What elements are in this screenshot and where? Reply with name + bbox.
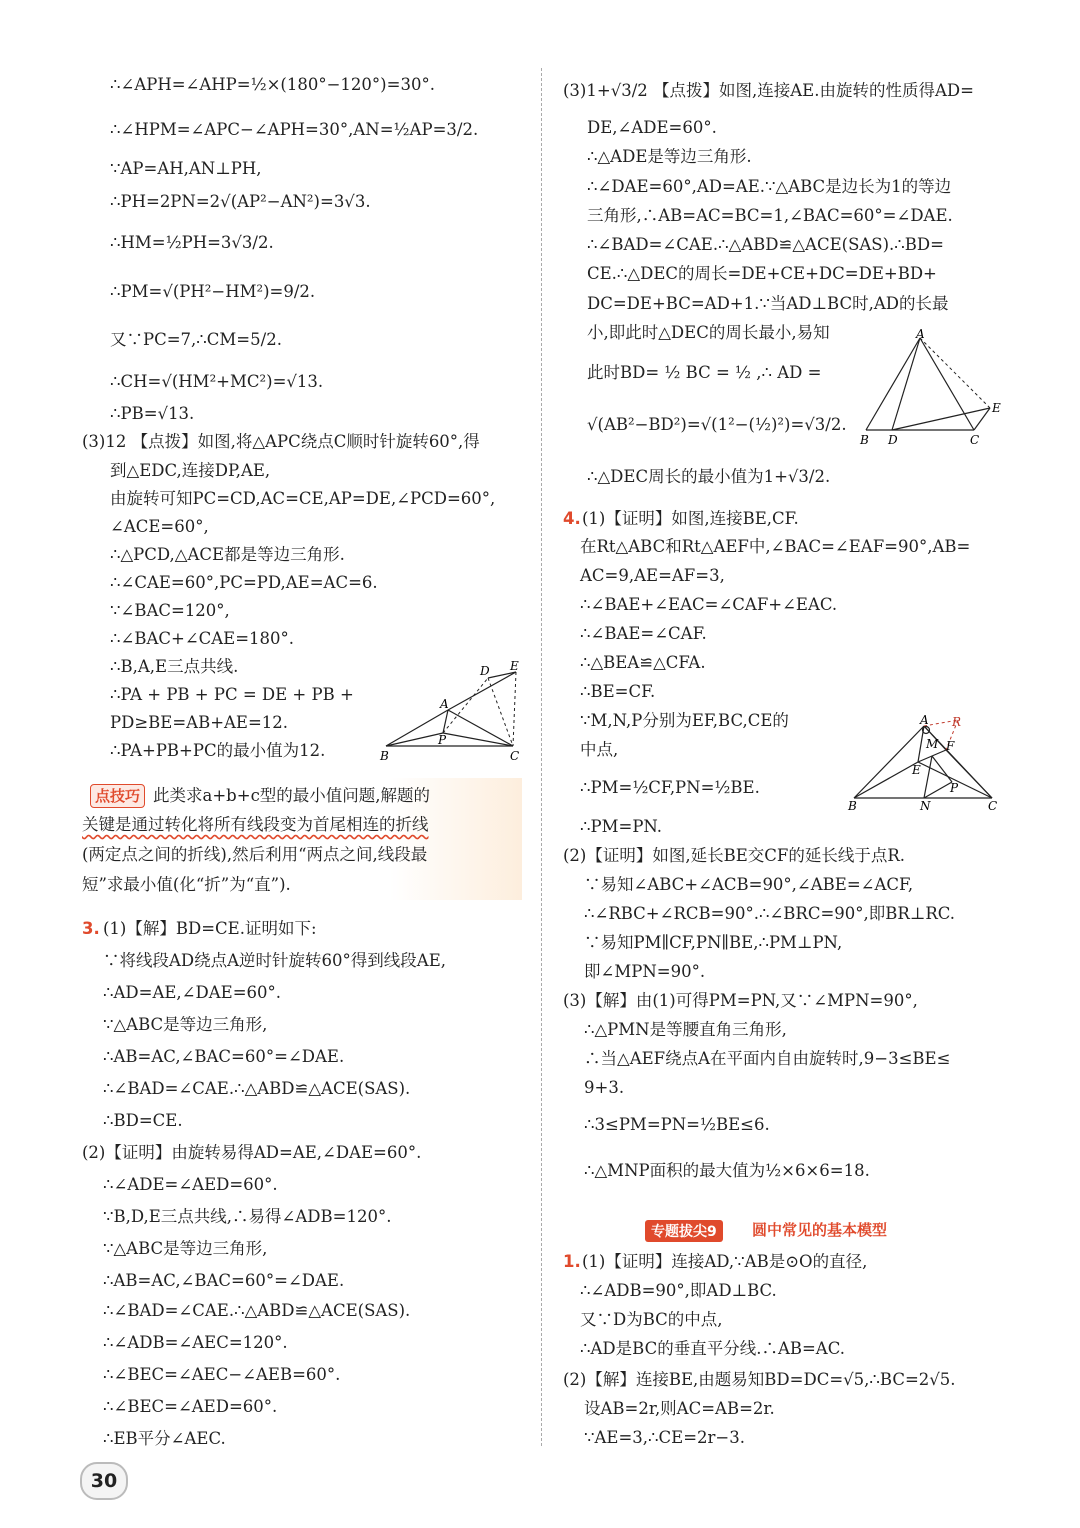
fig3-label: R (952, 715, 962, 729)
text-line: 由旋转可知PC=CD,AC=CE,AP=DE,∠PCD=60°, (110, 489, 496, 508)
text-line: ∴PB=√13. (110, 404, 195, 423)
text-line: ∵△ABC是等边三角形, (103, 1239, 268, 1258)
text-line: ∵AP=AH,AN⊥PH, (110, 159, 262, 178)
question-number: 1. (563, 1252, 581, 1271)
text-line: ∴∠HPM=∠APC−∠APH=30°,AN=½AP=3/2. (110, 120, 479, 139)
text-line: CE.∴△DEC的周长=DE+CE+DC=DE+BD+ (587, 264, 937, 283)
text-line: 又∵PC=7,∴CM=5/2. (110, 330, 282, 349)
fig2-label: D (888, 433, 898, 447)
question-number: 4. (563, 509, 581, 528)
text-line: ∴∠ADB=90°,即AD⊥BC. (580, 1281, 777, 1300)
fig1-label: C (510, 749, 520, 763)
text-line: ∠ACE=60°, (110, 517, 209, 536)
text-line: ∴AD是BC的垂直平分线.∴AB=AC. (580, 1339, 846, 1358)
text-line: ∴△PCD,△ACE都是等边三角形. (110, 545, 345, 564)
text-line: ∴AB=AC,∠BAC=60°=∠DAE. (103, 1271, 345, 1290)
text-line: ∴∠APH=∠AHP=½×(180°−120°)=30°. (110, 75, 435, 94)
section-badge: 专题拔尖9 (645, 1220, 723, 1242)
text-line: ∴PM=√(PH²−HM²)=9/2. (110, 282, 316, 301)
text-line: (3)12 【点拨】如图,将△APC绕点C顺时针旋转60°,得 (82, 432, 480, 451)
text-line: ∵M,N,P分别为EF,BC,CE的 (580, 711, 789, 730)
text-line: ∴HM=½PH=3√3/2. (110, 233, 274, 252)
text-line: 在Rt△ABC和Rt△AEF中,∠BAC=∠EAF=90°,AB= (580, 537, 971, 556)
fig3-label: M (926, 737, 939, 751)
figure-triangle-rotation (378, 658, 528, 768)
text-line: ∵∠BAC=120°, (110, 601, 230, 620)
text-line: ∴∠BAD=∠CAE.∴△ABD≌△ACE(SAS). (103, 1079, 411, 1098)
fig1-label: B (380, 749, 389, 763)
text-line: (1)【证明】如图,连接BE,CF. (582, 509, 799, 528)
fig3-label: E (912, 763, 921, 777)
text-line: ∴∠ADE=∠AED=60°. (103, 1175, 278, 1194)
text-line: √(AB²−BD²)=√(1²−(½)²)=√3/2. (587, 415, 847, 434)
text-line: ∴∠BAE=∠CAF. (580, 624, 707, 643)
text-line: (1)【证明】连接AD,∵AB是⊙O的直径, (582, 1252, 868, 1271)
text-line: ∴∠BAD=∠CAE.∴△ABD≌△ACE(SAS).∴BD= (587, 235, 944, 254)
text-line: AC=9,AE=AF=3, (580, 566, 725, 585)
tip-text: 关键是通过转化将所有线段变为首尾相连的折线 (82, 815, 429, 834)
tip-text: 短”求最小值(化“折”为“直”). (82, 875, 291, 894)
text-line: 又∵D为BC的中点, (580, 1310, 723, 1329)
fig3-label: P (950, 781, 959, 795)
text-line: ∴当△AEF绕点A在平面内自由旋转时,9−3≤BE≤ (584, 1049, 951, 1068)
text-line: ∴PA+PB+PC的最小值为12. (110, 741, 326, 760)
text-line: ∴△BEA≌△CFA. (580, 653, 706, 672)
text-line: ∴B,A,E三点共线. (110, 657, 239, 676)
tip-box (82, 778, 522, 900)
tip-badge: 点技巧 (90, 784, 145, 808)
text-line: ∴∠DAE=60°,AD=AE.∵△ABC是边长为1的等边 (587, 177, 952, 196)
text-line: ∵B,D,E三点共线,∴易得∠ADB=120°. (103, 1207, 392, 1226)
text-line: ∴AD=AE,∠DAE=60°. (103, 983, 282, 1002)
text-line: (1)【解】BD=CE.证明如下: (103, 919, 317, 938)
fig2-label: A (916, 327, 925, 341)
text-line: (2)【证明】如图,延长BE交CF的延长线于点R. (563, 846, 906, 865)
fig3-label: C (988, 799, 998, 813)
tip-text: (两定点之间的折线),然后利用“两点之间,线段最 (82, 845, 428, 864)
column-divider (541, 68, 542, 1446)
text-line: ∵将线段AD绕点A逆时针旋转60°得到线段AE, (103, 951, 447, 970)
text-line: DC=DE+BC=AD+1.∵当AD⊥BC时,AD的长最 (587, 294, 949, 313)
text-line: ∴∠CAE=60°,PC=PD,AE=AC=6. (110, 573, 378, 592)
text-line: ∴PM=PN. (580, 817, 663, 836)
page-number: 30 (80, 1462, 128, 1500)
text-line: ∵易知PM∥CF,PN∥BE,∴PM⊥PN, (584, 933, 843, 952)
section-title: 圆中常见的基本模型 (752, 1221, 888, 1239)
question-number: 3. (82, 919, 100, 938)
fig2-label: C (970, 433, 980, 447)
text-line: ∴PH=2PN=2√(AP²−AN²)=3√3. (110, 192, 371, 211)
text-line: ∴∠BEC=∠AEC−∠AEB=60°. (103, 1365, 341, 1384)
text-line: (2)【解】连接BE,由题易知BD=DC=√5,∴BC=2√5. (563, 1370, 956, 1389)
text-line: ∵△ABC是等边三角形, (103, 1015, 268, 1034)
fig1-label: P (438, 733, 447, 747)
text-line: DE,∠ADE=60°. (587, 118, 717, 137)
text-line: 即∠MPN=90°. (584, 962, 706, 981)
text-line: ∴AB=AC,∠BAC=60°=∠DAE. (103, 1047, 345, 1066)
text-line: 设AB=2r,则AC=AB=2r. (584, 1399, 775, 1418)
text-line: 中点, (580, 740, 619, 759)
text-line: ∴△PMN是等腰直角三角形, (584, 1020, 787, 1039)
text-line: ∴∠RBC+∠RCB=90°.∴∠BRC=90°,即BR⊥RC. (584, 904, 956, 923)
fig1-label: E (510, 659, 519, 673)
figure-isosceles-right-rotation (846, 712, 1006, 816)
fig2-label: E (992, 401, 1001, 415)
text-line: ∴△MNP面积的最大值为½×6×6=18. (584, 1161, 870, 1180)
text-line: ∴3≤PM=PN=½BE≤6. (584, 1115, 770, 1134)
text-line: ∴∠BAD=∠CAE.∴△ABD≌△ACE(SAS). (103, 1301, 411, 1320)
text-line: (3)【解】由(1)可得PM=PN,又∵∠MPN=90°, (563, 991, 918, 1010)
text-line: (2)【证明】由旋转易得AD=AE,∠DAE=60°. (82, 1143, 422, 1162)
text-line: ∴EB平分∠AEC. (103, 1429, 226, 1448)
fig2-label: B (860, 433, 869, 447)
text-line: 三角形,∴AB=AC=BC=1,∠BAC=60°=∠DAE. (587, 206, 953, 225)
fig1-label: A (440, 697, 449, 711)
text-line: 小,即此时△DEC的周长最小,易知 (587, 323, 830, 342)
text-line: (3)1+√3/2 【点拨】如图,连接AE.由旋转的性质得AD= (563, 81, 974, 100)
text-line: 9+3. (584, 1078, 625, 1097)
text-line: 到△EDC,连接DP,AE, (110, 461, 271, 480)
fig3-label: B (848, 799, 857, 813)
text-line: ∴BE=CF. (580, 682, 656, 701)
fig3-label: A (920, 713, 929, 727)
text-line: ∴∠ADB=∠AEC=120°. (103, 1333, 288, 1352)
text-line: ∴PM=½CF,PN=½BE. (580, 778, 760, 797)
text-line: 此时BD= ½ BC = ½ ,∴ AD = (587, 363, 822, 382)
text-line: ∴PA + PB + PC = DE + PB + (110, 685, 354, 704)
text-line: ∴∠BAE+∠EAC=∠CAF+∠EAC. (580, 595, 838, 614)
text-line: ∴∠BEC=∠AED=60°. (103, 1397, 278, 1416)
figure-equilateral-rotation (858, 326, 1008, 452)
text-line: ∴∠BAC+∠CAE=180°. (110, 629, 295, 648)
text-line: ∴△DEC周长的最小值为1+√3/2. (587, 467, 831, 486)
fig1-label: D (480, 664, 490, 678)
fig3-label: F (946, 739, 955, 753)
fig3-label: N (920, 799, 931, 813)
text-line: ∴BD=CE. (103, 1111, 183, 1130)
text-line: ∵易知∠ABC+∠ACB=90°,∠ABE=∠ACF, (584, 875, 914, 894)
text-line: ∴△ADE是等边三角形. (587, 147, 752, 166)
text-line: ∵AE=3,∴CE=2r−3. (584, 1428, 745, 1447)
tip-text: 此类求a+b+c型的最小值问题,解题的 (153, 786, 431, 805)
text-line: PD≥BE=AB+AE=12. (110, 713, 289, 732)
text-line: ∴CH=√(HM²+MC²)=√13. (110, 372, 324, 391)
